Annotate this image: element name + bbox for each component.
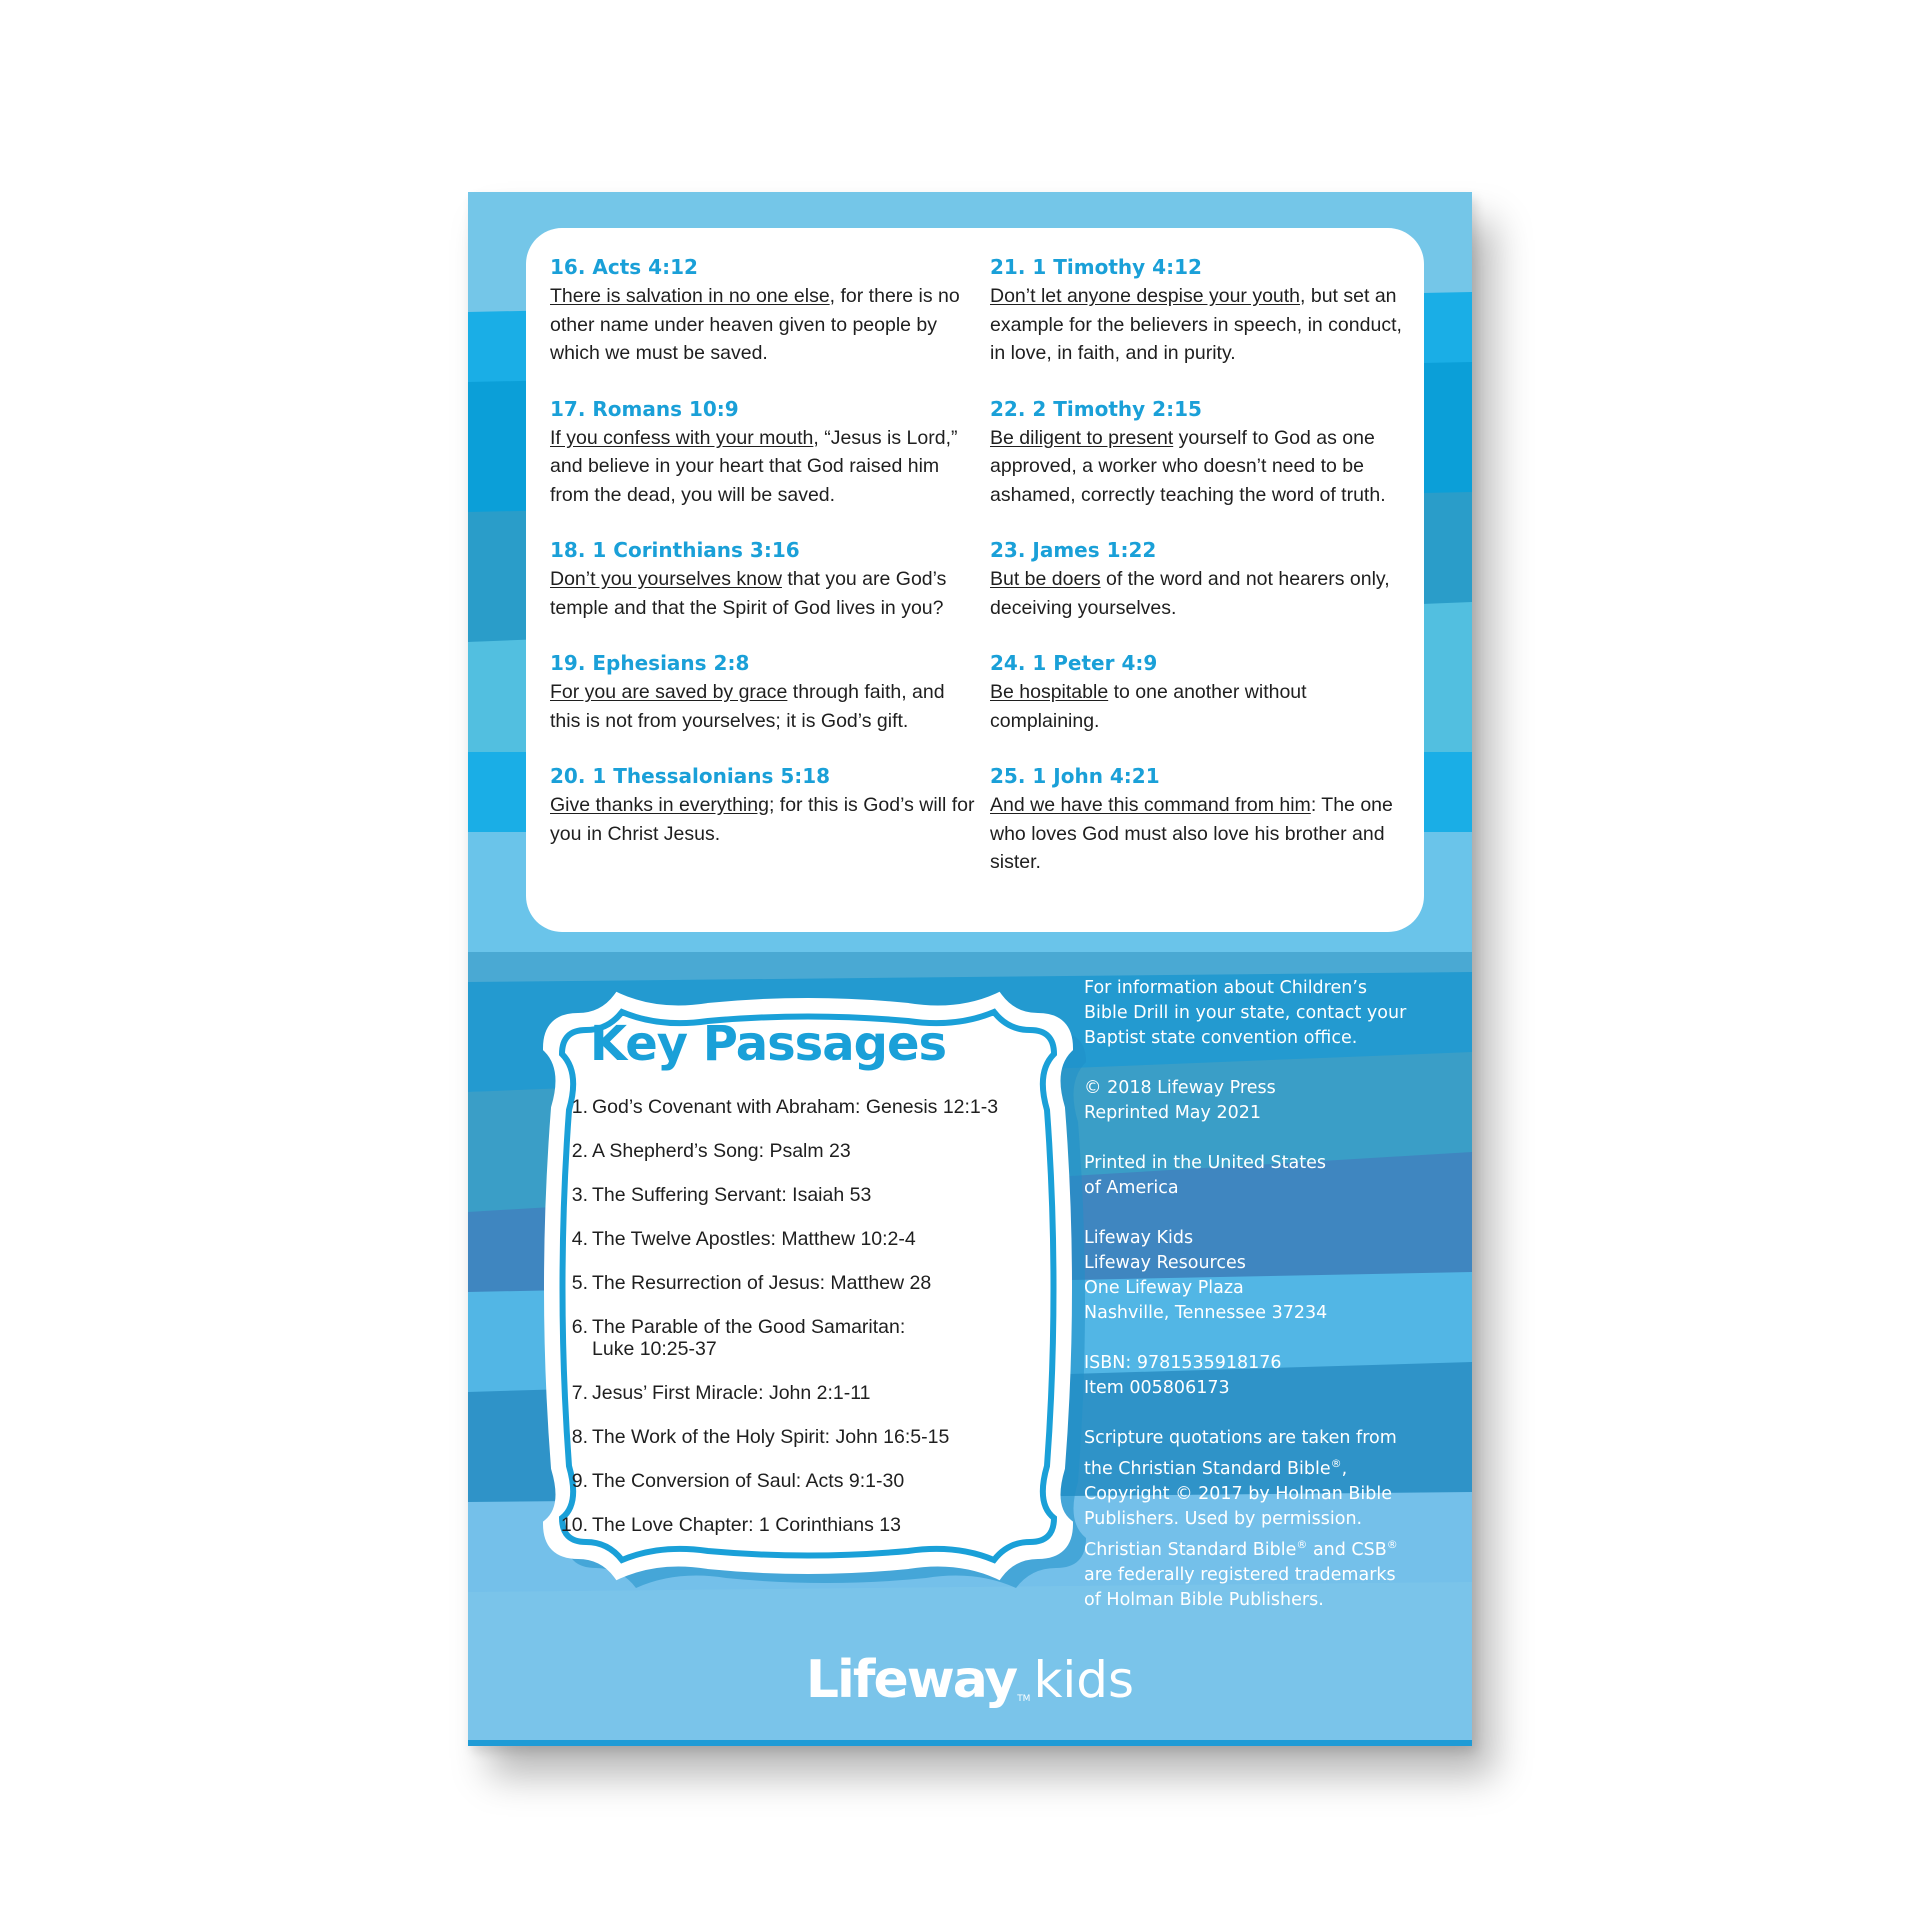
verse-underlined-phrase: But be doers bbox=[990, 568, 1101, 590]
list-item-number: 6. bbox=[571, 1316, 588, 1338]
list-item-number: 8. bbox=[571, 1426, 588, 1448]
list-item bbox=[562, 1228, 1012, 1250]
verse-reference: 17. Romans 10:9 bbox=[550, 396, 739, 421]
key-passages-list bbox=[562, 1096, 1012, 1558]
verse-reference: 18. 1 Corinthians 3:16 bbox=[550, 538, 800, 562]
verse-remainder: through faith, and this is not from yourselves; it is God’s gift. bbox=[550, 681, 945, 732]
list-item bbox=[562, 1184, 1012, 1206]
registered-mark: ® bbox=[1330, 1457, 1342, 1470]
logo-trademark: TM bbox=[1017, 1694, 1031, 1704]
list-item bbox=[562, 1470, 1012, 1492]
list-item-number: 10. bbox=[560, 1514, 588, 1536]
verse-item bbox=[990, 252, 1410, 368]
verse-text bbox=[990, 791, 1410, 877]
isbn-info: ISBN: 9781535918176 Item 005806173 bbox=[1084, 1353, 1282, 1398]
verse-text bbox=[990, 678, 1410, 735]
scripture-notice-part: Scripture quotations are taken from the Christian Standard Bible bbox=[1084, 1428, 1397, 1479]
verse-column-left bbox=[550, 252, 980, 874]
verse-underlined-phrase: Don’t you yourselves know bbox=[550, 568, 782, 590]
list-item-text: The Twelve Apostles: Matthew 10:2-4 bbox=[592, 1228, 916, 1250]
scripture-notice-part: and CSB bbox=[1307, 1540, 1387, 1560]
verse-remainder: , but set an example for the believers in speech, in conduct, in love, in faith, and in purity. bbox=[990, 285, 1402, 364]
list-item-text: Jesus’ First Miracle: John 2:1-11 bbox=[592, 1382, 871, 1404]
verse-item bbox=[990, 535, 1410, 622]
logo-brand: Lifeway bbox=[805, 1650, 1017, 1710]
verse-underlined-phrase: Don’t let anyone despise your youth bbox=[990, 285, 1301, 307]
memory-verse-panel bbox=[526, 228, 1424, 932]
list-item bbox=[562, 1382, 1012, 1404]
verse-underlined-phrase: Be hospitable bbox=[990, 681, 1109, 703]
verse-underlined-phrase: And we have this command from him bbox=[990, 794, 1311, 816]
printed-info: Printed in the United States of America bbox=[1084, 1153, 1326, 1198]
verse-text bbox=[550, 282, 980, 368]
verse-remainder: to one another without complaining. bbox=[990, 681, 1307, 732]
verse-remainder: : The one who loves God must also love his brother and sister. bbox=[990, 794, 1393, 873]
verse-reference: 19. Ephesians 2:8 bbox=[550, 651, 750, 675]
verse-item bbox=[550, 535, 980, 622]
pamphlet-card bbox=[468, 192, 1472, 1746]
list-item-number: 3. bbox=[571, 1184, 588, 1206]
logo-sub: kids bbox=[1033, 1651, 1135, 1709]
verse-remainder: yourself to God as one approved, a worker who doesn’t need to be ashamed, correctly teaching the word of truth. bbox=[990, 426, 1386, 506]
list-item-number: 1. bbox=[571, 1096, 588, 1118]
verse-reference: 25. 1 John 4:21 bbox=[990, 764, 1160, 788]
verse-remainder: , “Jesus is Lord,” and believe in your heart that God raised him from the dead, you will be saved. bbox=[550, 426, 958, 506]
verse-item bbox=[990, 648, 1410, 735]
list-item bbox=[562, 1272, 1012, 1294]
list-item-number: 9. bbox=[571, 1470, 588, 1492]
verse-reference: 22. 2 Timothy 2:15 bbox=[990, 396, 1202, 421]
verse-item bbox=[990, 761, 1410, 877]
verse-reference: 20. 1 Thessalonians 5:18 bbox=[550, 764, 831, 788]
list-item-number: 5. bbox=[571, 1272, 588, 1294]
verse-underlined-phrase: Give thanks in everything bbox=[550, 794, 769, 816]
verse-text bbox=[550, 678, 980, 735]
verse-underlined-phrase: There is salvation in no one else bbox=[550, 285, 830, 307]
verse-reference: 24. 1 Peter 4:9 bbox=[990, 651, 1158, 675]
list-item-text: The Love Chapter: 1 Corinthians 13 bbox=[592, 1514, 901, 1536]
list-item bbox=[562, 1140, 1012, 1162]
verse-text bbox=[550, 791, 980, 848]
address-info: Lifeway Kids Lifeway Resources One Lifeway Plaza Nashville, Tennessee 37234 bbox=[1084, 1228, 1328, 1323]
scripture-notice-part: , Copyright © 2017 by Holman Bible Publishers. Used by permission. Christian Standard Bible bbox=[1084, 1459, 1393, 1560]
list-item bbox=[562, 1316, 1012, 1360]
verse-underlined-phrase: Be diligent to present bbox=[990, 426, 1174, 449]
contact-info: For information about Children’s Bible Drill in your state, contact your Baptist state convention office. bbox=[1084, 978, 1407, 1048]
list-item bbox=[562, 1514, 1012, 1536]
verse-text bbox=[990, 424, 1410, 510]
registered-mark: ® bbox=[1386, 1538, 1398, 1551]
verse-remainder: that you are God’s temple and that the Spirit of God lives in you? bbox=[550, 568, 947, 619]
verse-item bbox=[990, 394, 1410, 510]
list-item-text: The Parable of the Good Samaritan: Luke 10:25-37 bbox=[592, 1316, 906, 1360]
list-item-number: 2. bbox=[571, 1140, 588, 1162]
verse-item bbox=[550, 761, 980, 848]
verse-item bbox=[550, 252, 980, 368]
verse-underlined-phrase: If you confess with your mouth bbox=[550, 426, 814, 449]
verse-reference: 16. Acts 4:12 bbox=[550, 255, 698, 279]
list-item-text: A Shepherd’s Song: Psalm 23 bbox=[592, 1140, 851, 1162]
scripture-notice bbox=[1084, 1426, 1444, 1613]
list-item bbox=[562, 1096, 1012, 1118]
list-item-text: The Work of the Holy Spirit: John 16:5-15 bbox=[592, 1426, 950, 1448]
verse-remainder: of the word and not hearers only, deceiving yourselves. bbox=[990, 568, 1390, 619]
verse-reference: 23. James 1:22 bbox=[990, 538, 1157, 562]
list-item-number: 4. bbox=[571, 1228, 588, 1250]
verse-column-right bbox=[990, 252, 1410, 903]
verse-remainder: , for there is no other name under heaven given to people by which we must be saved. bbox=[550, 285, 960, 364]
list-item bbox=[562, 1426, 1012, 1448]
verse-text bbox=[550, 424, 980, 510]
verse-underlined-phrase: For you are saved by grace bbox=[550, 681, 788, 703]
list-item-text: The Resurrection of Jesus: Matthew 28 bbox=[592, 1272, 932, 1294]
verse-text bbox=[550, 565, 980, 622]
copyright-info: © 2018 Lifeway Press Reprinted May 2021 bbox=[1084, 1078, 1276, 1123]
list-item-number: 7. bbox=[571, 1382, 588, 1404]
verse-text bbox=[990, 282, 1410, 368]
verse-reference: 21. 1 Timothy 4:12 bbox=[990, 255, 1202, 279]
list-item-text: God’s Covenant with Abraham: Genesis 12:1-3 bbox=[592, 1096, 999, 1118]
verse-item bbox=[550, 648, 980, 735]
verse-text bbox=[990, 565, 1410, 622]
list-item-text: The Conversion of Saul: Acts 9:1-30 bbox=[592, 1470, 905, 1492]
key-passages-title: Key Passages bbox=[589, 1016, 947, 1072]
scripture-notice-part: are federally registered trademarks of Holman Bible Publishers. bbox=[1084, 1565, 1396, 1610]
publisher-info bbox=[1084, 976, 1444, 1638]
lifeway-kids-logo bbox=[468, 1650, 1472, 1710]
verse-remainder: ; for this is God’s will for you in Christ Jesus. bbox=[550, 794, 975, 845]
verse-item bbox=[550, 394, 980, 510]
list-item-text: The Suffering Servant: Isaiah 53 bbox=[592, 1184, 872, 1206]
registered-mark: ® bbox=[1296, 1538, 1308, 1551]
